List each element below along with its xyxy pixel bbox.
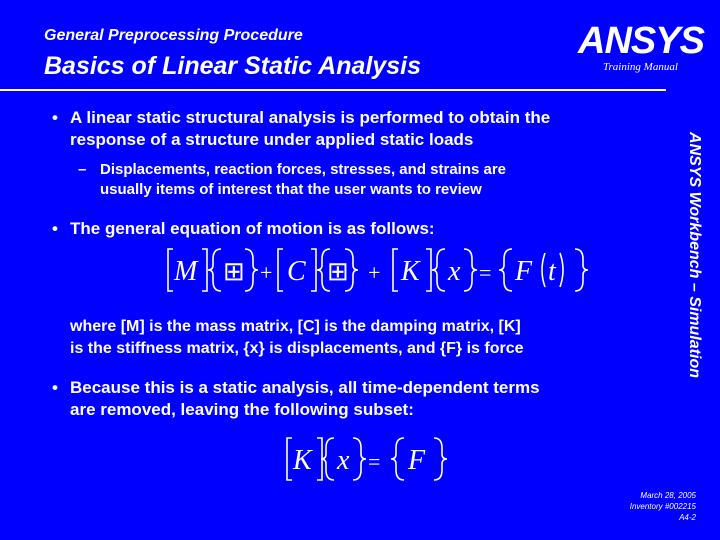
static-equation [284,434,459,484]
eq1-plus-1: + [260,260,273,285]
bullet-dot: • [52,378,58,397]
eq1-F: F [515,256,533,287]
footer [630,490,696,523]
bullet-1-line-2: response of a structure under applied static loads [70,130,474,149]
logo-text: ANSYS [578,20,704,62]
eq2-x: x [337,445,350,476]
eq1-equals: = [479,260,492,285]
bullet-3 [52,377,540,421]
training-manual-label: Training Manual [603,61,678,73]
eq1-t: t [548,256,556,287]
sub-bullet-1 [78,160,507,200]
eq1-x: x [448,256,461,287]
eq1-M: M [174,256,198,287]
definitions-paragraph [70,316,524,360]
bullet-dot: • [52,108,58,127]
eq1-C: C [287,256,306,287]
side-label: ANSYS Workbench – Simulation [686,132,703,378]
footer-inventory: Inventory #002215 [629,502,696,511]
eq2-F: F [408,445,426,476]
equation-of-motion [165,245,595,295]
eq1-unknown-glyph: ⊞ [223,257,245,286]
bullet-3-line-2: are removed, leaving the following subset: [70,400,414,419]
section-label: General Preprocessing Procedure [44,27,303,44]
definitions-line-2: is the stiffness matrix, {x} is displacements, and {F} is force [70,340,524,357]
bullet-2 [52,218,435,240]
bullet-1-line-1: A linear static structural analysis is performed to obtain the [70,108,551,127]
definitions-line-1: where [M] is the mass matrix, [C] is the damping matrix, [K] [70,318,521,335]
dash-symbol: – [78,161,87,178]
eq2-K: K [293,445,312,476]
footer-date: March 28, 2005 [640,491,696,500]
eq1-K: K [401,256,420,287]
footer-page-number: A4-2 [679,513,696,522]
page-title: Basics of Linear Static Analysis [44,52,422,80]
eq1-unknown-glyph-2: ⊞ [327,257,349,286]
bullet-2-text: The general equation of motion is as follows: [70,219,435,238]
bullet-dot: • [52,219,58,238]
eq2-equals: = [368,449,381,474]
header-divider [0,89,666,91]
ansys-logo [578,20,713,60]
bullet-1 [52,107,551,151]
sub-bullet-1-line-2: usually items of interest that the user wants to review [100,181,482,198]
eq1-plus-2: + [368,260,381,285]
bullet-3-line-1: Because this is a static analysis, all time-dependent terms [70,378,540,397]
sub-bullet-1-line-1: Displacements, reaction forces, stresses, and strains are [100,161,507,178]
